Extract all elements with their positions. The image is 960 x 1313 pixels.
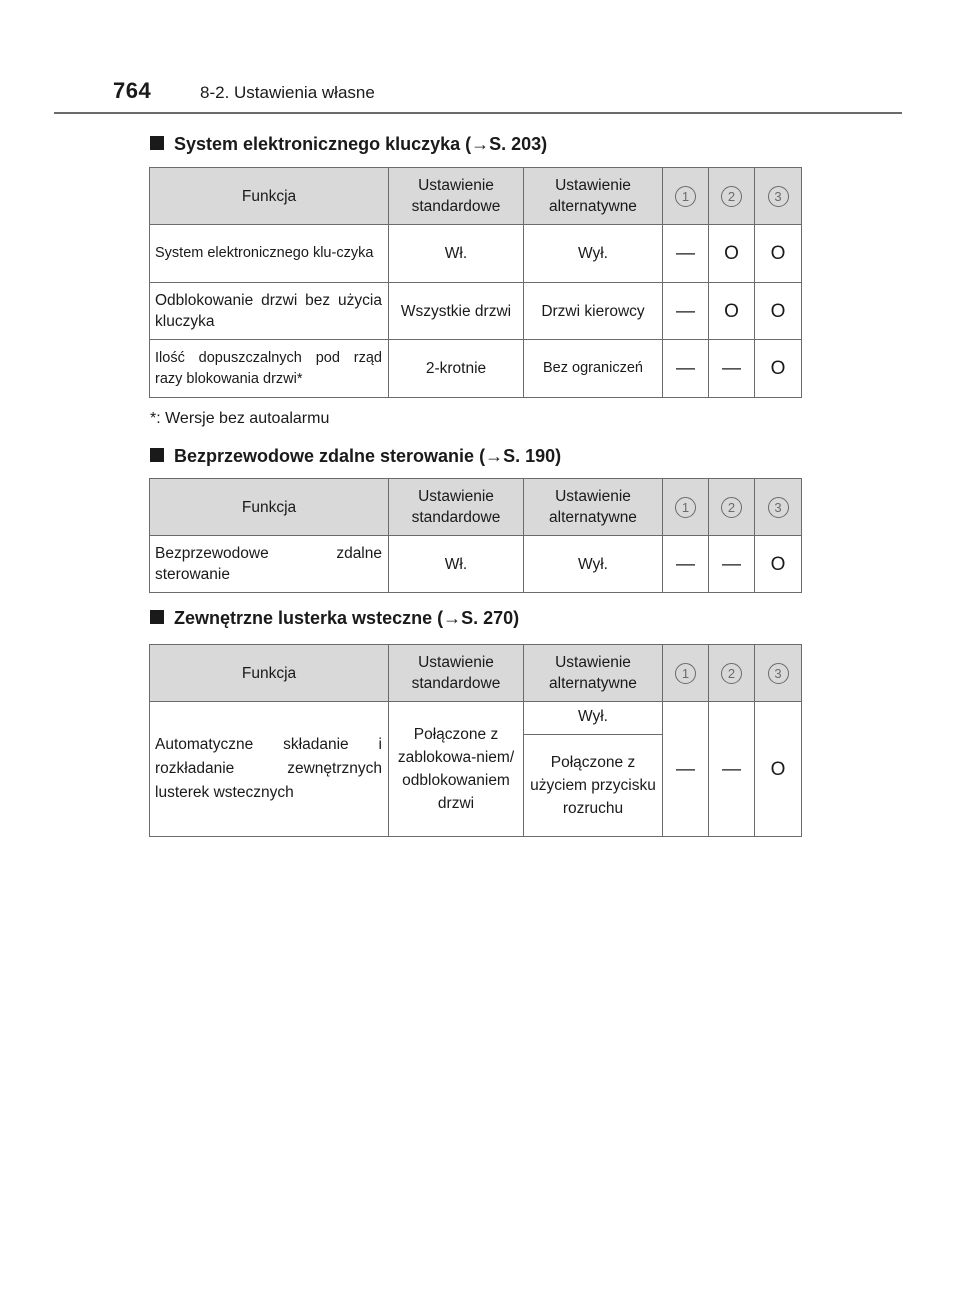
table-header-row [150,479,802,536]
header-feature: Funkcja [150,168,389,225]
header-col-2: 2 [709,645,755,702]
feature-cell: Odblokowanie drzwi bez użycia kluczyka [150,283,389,340]
feature-cell: System elektronicznego klu-czyka [150,225,389,283]
header-default: Ustawienie standardowe [389,479,524,536]
feature-cell: Automatyczne składanie i rozkładanie zewnętrznych lusterek wstecznych [150,702,389,837]
header-default: Ustawienie standardowe [389,645,524,702]
header-col-2: 2 [709,479,755,536]
page-number: 764 [113,78,152,103]
col2-cell: — [709,702,755,837]
chapter-title: 8-2. Ustawienia własne [200,83,375,102]
header-feature: Funkcja [150,479,389,536]
square-bullet-icon [150,136,164,150]
col1-cell: — [663,536,709,593]
col2-cell: O [709,225,755,283]
footnote: *: Wersje bez autoalarmu [150,410,330,427]
col1-cell: — [663,702,709,837]
alternative-cell: Wył. [524,536,663,593]
default-cell: Wł. [389,536,524,593]
header-col-1: 1 [663,168,709,225]
alternative-cell: Bez ograniczeń [524,340,663,398]
settings-table-keyless [149,167,802,398]
header-alternative: Ustawienie alternatywne [524,645,663,702]
default-cell: Połączone z zablokowa-niem/ odblokowaniem drzwi [389,702,524,837]
col2-cell: — [709,536,755,593]
col1-cell: — [663,283,709,340]
header-col-1: 1 [663,645,709,702]
col2-cell: — [709,340,755,398]
alternative-cell: Drzwi kierowcy [524,283,663,340]
default-cell: Wł. [389,225,524,283]
table-header-row [150,168,802,225]
section-title-keyless: System elektronicznego kluczyka (→S. 203) [150,134,547,155]
table-row [150,536,802,593]
table-row [150,283,802,340]
header-divider [54,112,902,114]
col1-cell: — [663,225,709,283]
table-row [150,340,802,398]
default-cell: Wszystkie drzwi [389,283,524,340]
col1-cell: — [663,340,709,398]
header-col-2: 2 [709,168,755,225]
header-default: Ustawienie standardowe [389,168,524,225]
col3-cell: O [755,340,802,398]
page-header [0,0,960,116]
header-alternative: Ustawienie alternatywne [524,479,663,536]
header-col-1: 1 [663,479,709,536]
settings-table-remote [149,478,802,593]
header-col-3: 3 [755,645,802,702]
section-title-remote: Bezprzewodowe zdalne sterowanie (→S. 190) [150,446,561,467]
table-header-row [150,645,802,702]
header-col-3: 3 [755,479,802,536]
feature-cell: Ilość dopuszczalnych pod rząd razy blokowania drzwi* [150,340,389,398]
col3-cell: O [755,536,802,593]
default-cell: 2-krotnie [389,340,524,398]
feature-cell: Bezprzewodowe zdalne sterowanie [150,536,389,593]
table-row [150,225,802,283]
square-bullet-icon [150,448,164,462]
table-row [150,702,802,735]
alternative-cell: Wył. [524,702,663,735]
square-bullet-icon [150,610,164,624]
header-feature: Funkcja [150,645,389,702]
col3-cell: O [755,702,802,837]
col2-cell: O [709,283,755,340]
alternative-cell: Połączone z użyciem przycisku rozruchu [524,735,663,837]
alternative-cell: Wył. [524,225,663,283]
header-alternative: Ustawienie alternatywne [524,168,663,225]
header-col-3: 3 [755,168,802,225]
section-title-mirrors: Zewnętrzne lusterka wsteczne (→S. 270) [150,608,519,629]
col3-cell: O [755,283,802,340]
settings-table-mirrors [149,644,802,837]
col3-cell: O [755,225,802,283]
